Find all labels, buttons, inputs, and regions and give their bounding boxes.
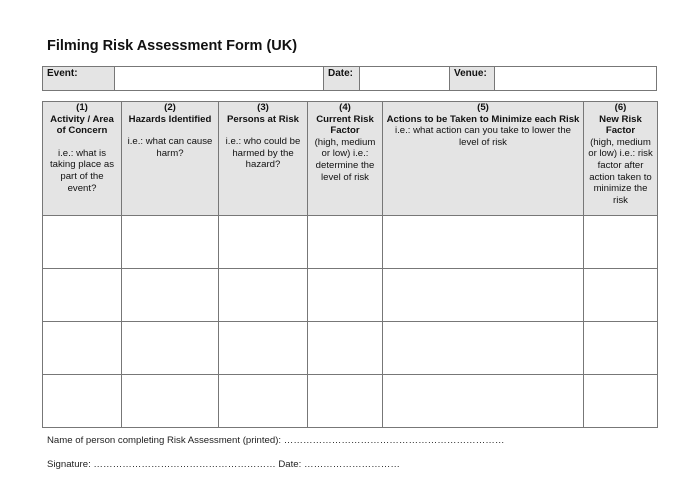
signature-date-label: Date: [278,459,302,470]
table-row [43,375,658,428]
new-risk-cell[interactable] [584,216,658,269]
column-number: (4) [339,102,351,113]
activity-cell[interactable] [43,269,122,322]
persons-cell[interactable] [219,216,308,269]
table-row [43,322,658,375]
column-header-actions [383,102,584,216]
persons-cell[interactable] [219,269,308,322]
current-risk-cell[interactable] [308,269,383,322]
activity-cell[interactable] [43,322,122,375]
column-title: Hazards Identified [128,113,212,125]
table-row [43,269,658,322]
persons-cell[interactable] [219,322,308,375]
column-number: (1) [76,102,88,113]
column-number: (6) [614,102,627,113]
column-description: (high, medium or low) i.e.: determine the level of risk [314,136,376,183]
signature-label: Signature: [47,459,91,470]
date-label: Date: [324,67,360,91]
column-title: Activity / Area of Concern [50,113,114,137]
hazards-cell[interactable] [122,269,219,322]
column-header-activity [43,102,122,216]
activity-cell[interactable] [43,375,122,428]
hazards-cell[interactable] [122,216,219,269]
column-title: Current Risk Factor [316,113,374,137]
table-row [43,216,658,269]
activity-cell[interactable] [43,216,122,269]
signature-line [47,459,400,470]
new-risk-cell[interactable] [584,322,658,375]
actions-cell[interactable] [383,269,584,322]
column-number: (3) [257,102,269,113]
event-field[interactable] [115,67,324,91]
risk-assessment-table [42,101,658,428]
column-description: i.e.: who could be harmed by the hazard? [225,136,301,171]
column-number: (5) [477,102,489,113]
header-row [43,102,658,216]
event-label: Event: [43,67,115,91]
column-number: (2) [164,102,176,113]
column-header-persons [219,102,308,216]
current-risk-cell[interactable] [308,375,383,428]
persons-cell[interactable] [219,375,308,428]
column-header-new-risk [584,102,658,216]
column-description: i.e.: what is taking place as part of the event? [50,147,114,194]
signature-date-field[interactable]: ………………………… [303,459,400,470]
form-title: Filming Risk Assessment Form (UK) [47,38,298,54]
name-field[interactable]: …………………………………………………………… [283,435,505,446]
current-risk-cell[interactable] [308,322,383,375]
new-risk-cell[interactable] [584,269,658,322]
column-description: (high, medium or low) i.e.: risk factor after action taken to minimize the risk [588,136,653,206]
venue-label: Venue: [450,67,495,91]
actions-cell[interactable] [383,322,584,375]
column-description: i.e.: what can cause harm? [127,136,213,159]
hazards-cell[interactable] [122,375,219,428]
date-field[interactable] [360,67,450,91]
venue-field[interactable] [495,67,657,91]
column-title: Persons at Risk [227,113,299,125]
actions-cell[interactable] [383,216,584,269]
current-risk-cell[interactable] [308,216,383,269]
actions-cell[interactable] [383,375,584,428]
column-header-current-risk [308,102,383,216]
event-info-table [42,66,657,91]
column-description: i.e.: what action can you take to lower the level of risk [395,125,571,148]
name-line [47,435,504,446]
column-title: Actions to be Taken to Minimize each Risk [386,113,580,125]
column-title: New Risk Factor [599,113,642,137]
signature-field[interactable]: ………………………………………………… [93,459,276,470]
new-risk-cell[interactable] [584,375,658,428]
hazards-cell[interactable] [122,322,219,375]
column-header-hazards [122,102,219,216]
name-label: Name of person completing Risk Assessment (printed): [47,435,282,446]
